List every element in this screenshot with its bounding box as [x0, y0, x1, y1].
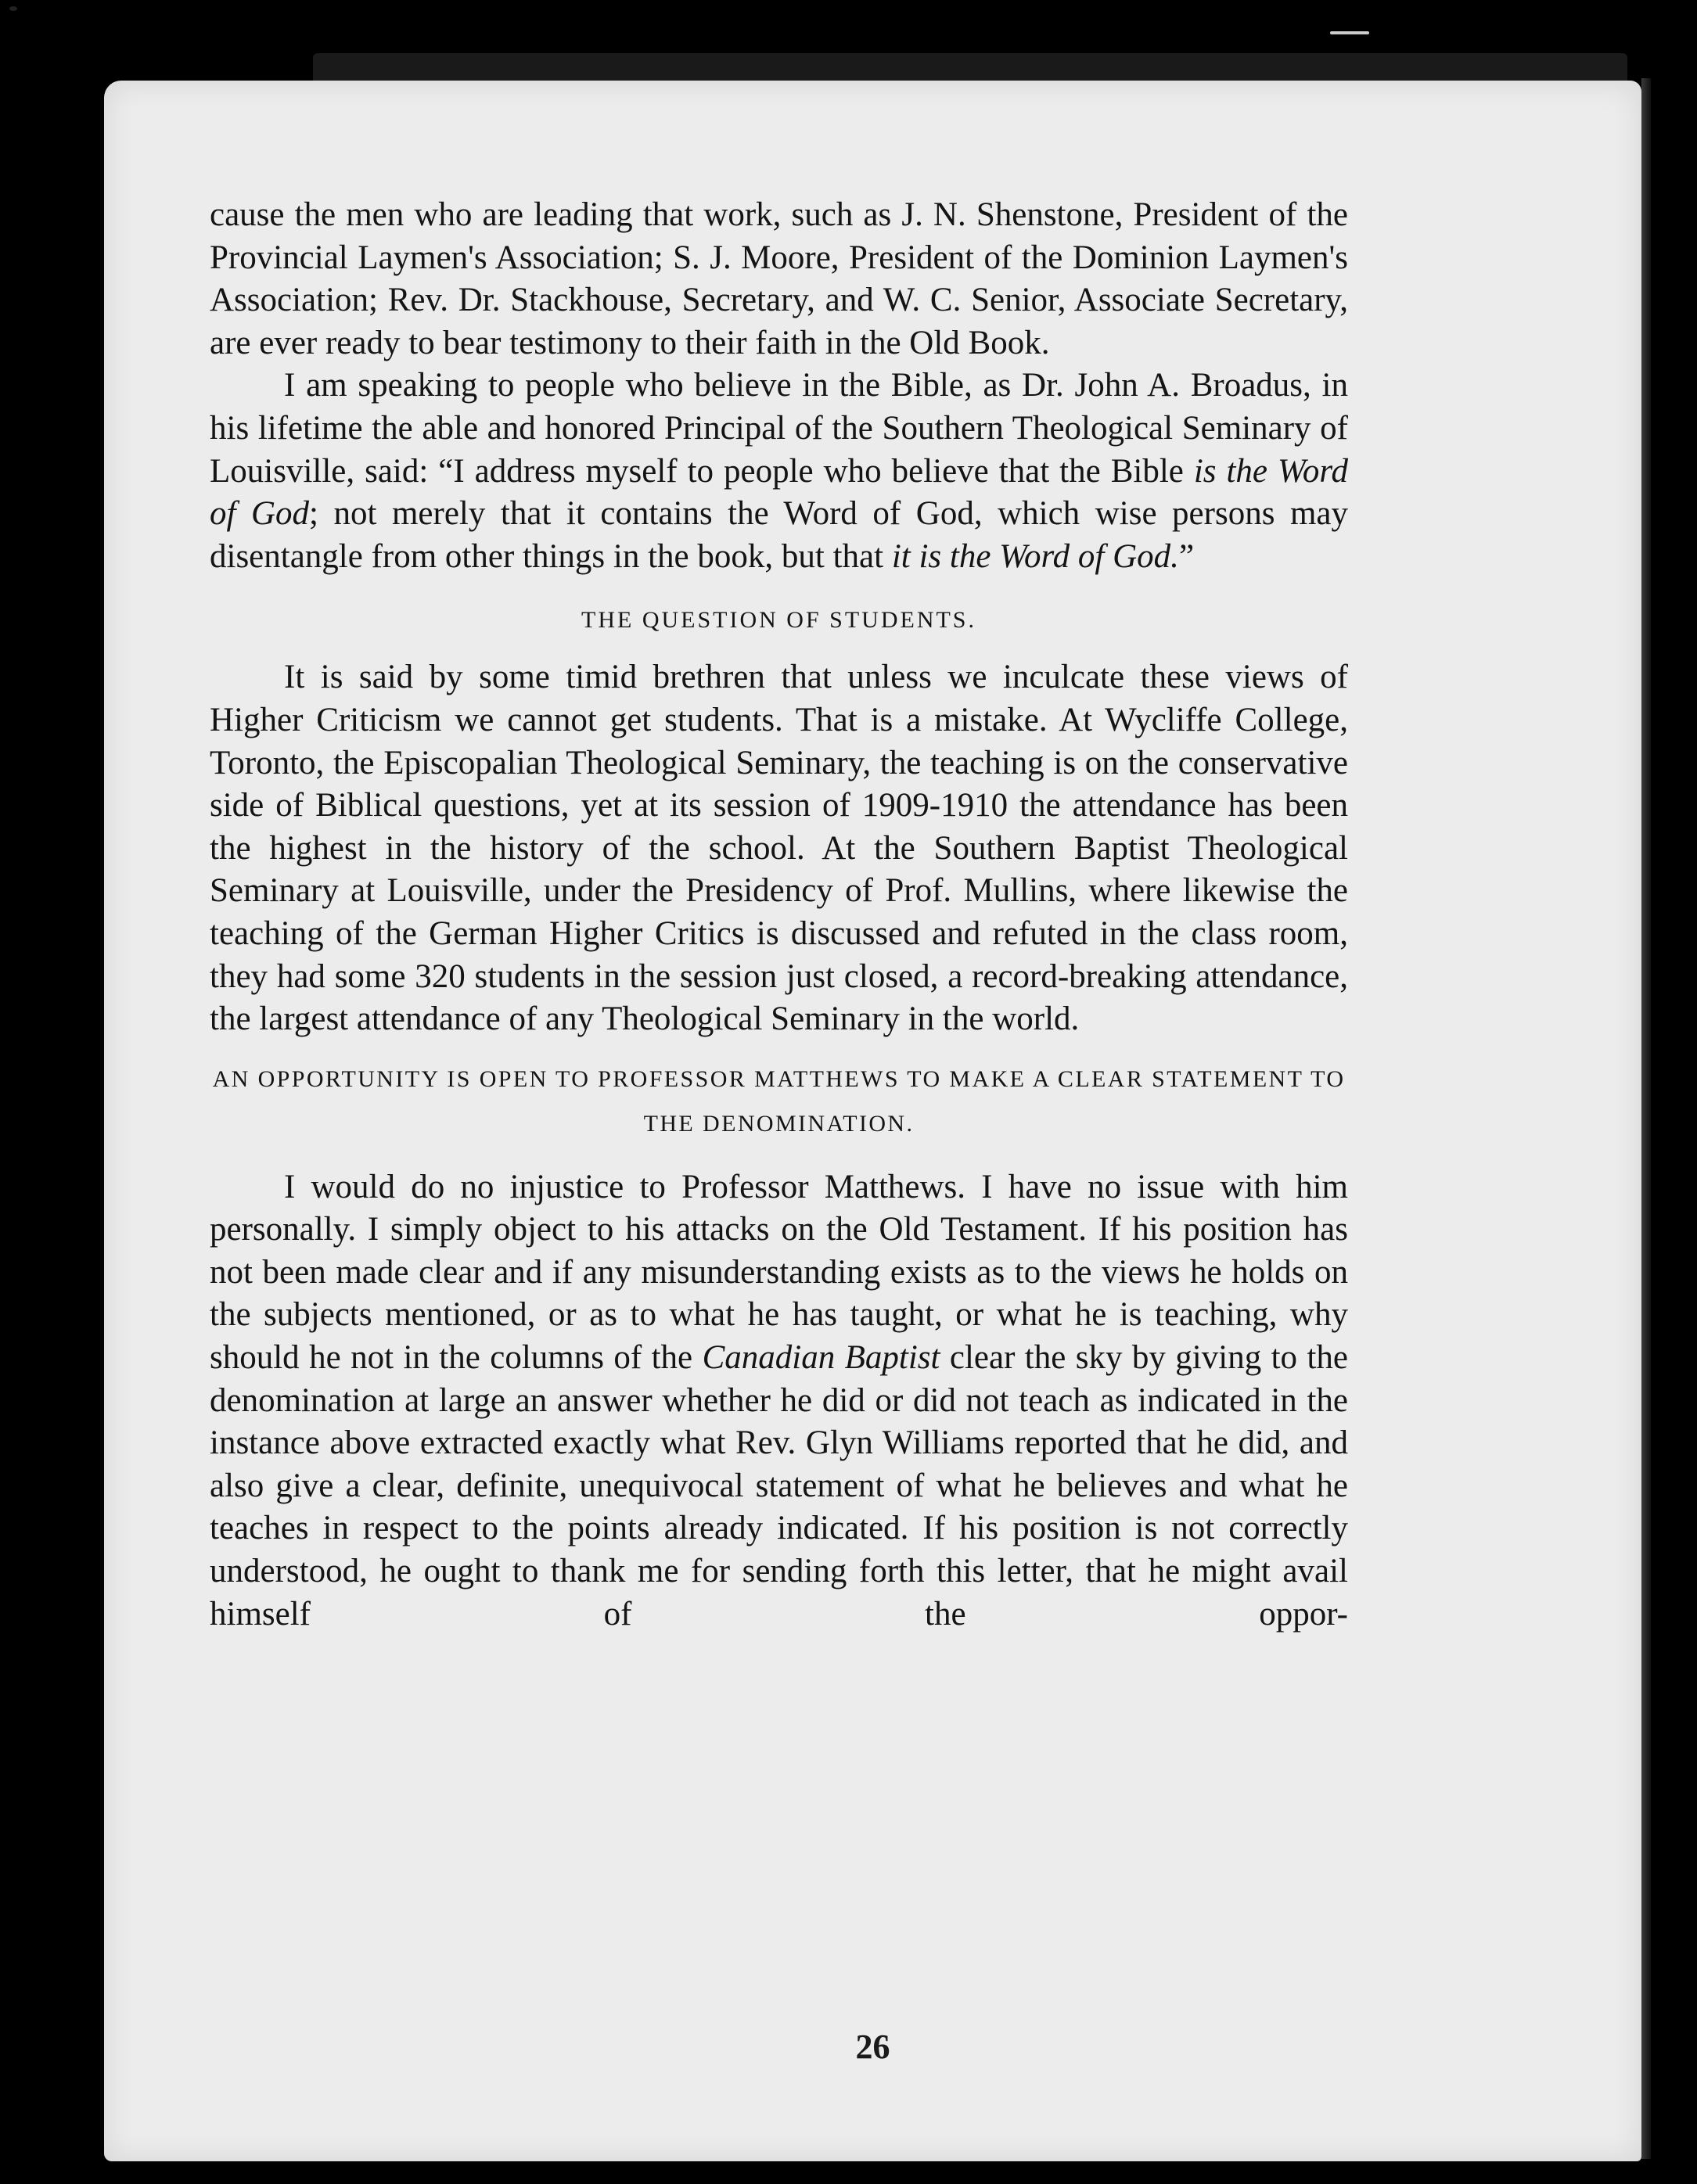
paragraph-broadus — [210, 365, 1348, 578]
page-text — [210, 194, 1348, 1636]
scan-right-edge — [1641, 78, 1651, 2159]
text-run: ” — [1178, 537, 1195, 575]
paragraph-opportunity — [210, 1166, 1348, 1636]
scan-top-edge — [313, 53, 1627, 84]
text-run: clear the sky by giving to the denomination at large an answer whether he did or did not teach as indicated in the instance above extracted exactly what Rev. Glyn Williams reported that he did, and also give a clear, definite, unequivocal statement of what he believes and what he teaches in respect to the points already indicated. If his position is not correctly understood, he ought to thank me for sending forth this letter, that he might avail himself of the oppor- — [210, 1339, 1348, 1633]
paragraph-students — [210, 656, 1348, 1040]
paragraph-shenstone — [210, 194, 1348, 365]
scan-speck — [1330, 31, 1369, 34]
text-run: ; not merely that it contains the Word of God, which wise persons may disentangle from other things in the book, but that — [210, 495, 1348, 575]
text-run: It is said by some timid brethren that unless we inculcate these views of Higher Criticism we cannot get students. That is a mistake. At Wycliffe College, Toronto, the Episcopalian Theological Seminary, the teaching is on the conservative side of Biblical questions, yet at its session of 1909-1910 the attendance has been the highest in the history of the school. At the Southern Baptist Theological Seminary at Louisville, under the Presidency of Prof. Mullins, where likewise the teaching of the German Higher Critics is discussed and refuted in the class room, they had some 320 students in the session just closed, a record-breaking attendance, the largest attendance of any Theological Seminary in the world. — [210, 659, 1348, 1038]
heading-question-of-students: THE QUESTION OF STUDENTS. — [581, 607, 976, 634]
italic-text: it is the Word of God. — [891, 537, 1179, 575]
page-number: 26 — [855, 2028, 890, 2066]
heading-opportunity: AN OPPORTUNITY IS OPEN TO PROFESSOR MATTHEWS TO MAKE A CLEAR STATEMENT TO THE DENOMINATION. — [212, 1065, 1346, 1137]
text-run: cause the men who are leading that work, such as J. N. Shenstone, President of the Provincial Laymen's Association; S. J. Moore, President of the Dominion Laymen's Association; Rev. Dr. Stackhouse, Secretary, and W. C. Senior, Associate Secretary, are ever ready to bear testimony to their faith in the Old Book. — [210, 196, 1348, 361]
scan-speck — [9, 6, 17, 11]
italic-text: Canadian Baptist — [702, 1339, 940, 1377]
italic-text: is the Word of God — [210, 452, 1348, 533]
text-run: I would do no injustice to Professor Matthews. I have no issue with him personally. I simply object to his attacks on the Old Testament. If his position has not been made clear and if any misunderstanding exists as to the views he holds on the subjects mentioned, or as to what he has taught, or what he is teaching, why should he not in the columns of the — [210, 1168, 1348, 1377]
text-run: I am speaking to people who believe in the Bible, as Dr. John A. Broadus, in his lifetime the able and honored Principal of the Southern Theological Seminary of Louisville, said: “I address myself to people who believe that the Bible — [210, 367, 1348, 490]
